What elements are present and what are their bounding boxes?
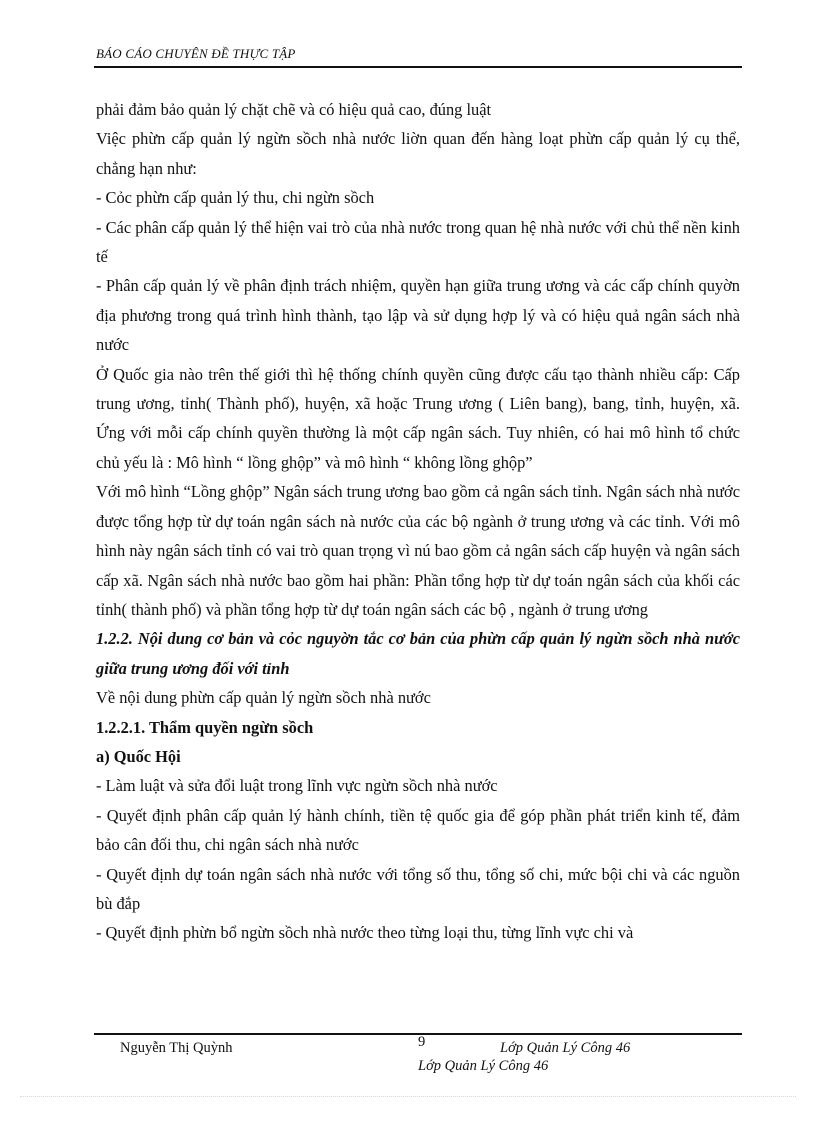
- running-header: BÁO CÁO CHUYÊN ĐỀ THỰC TẬP: [96, 46, 296, 61]
- header-divider: [94, 66, 742, 68]
- paragraph: - Quyết định phừn bổ ngừn sồch nhà nước theo từng loại thu, từng lĩnh vực chi và: [96, 923, 634, 943]
- footer-class-label-repeat: Lớp Quản Lý Công 46: [418, 1058, 549, 1074]
- paragraph: - Quyết định phân cấp quản lý hành chính, tiền tệ quốc gia để góp phần phát triển kinh tế, đảm bảo cân đối thu, chi ngân sách nhà nước: [96, 805, 740, 855]
- paragraph: - Làm luật và sửa đổi luật trong lĩnh vực ngừn sồch nhà nước: [96, 776, 498, 796]
- paragraph: phải đảm bảo quản lý chặt chẽ và có hiệu quả cao, đúng luật: [96, 100, 492, 119]
- paragraph: - Quyết định dự toán ngân sách nhà nước với tổng số thu, tổng số chi, mức bội chi và các nguồn bù đắp: [96, 864, 740, 913]
- subsection-heading: a) Quốc Hội: [96, 746, 181, 766]
- page-bottom-edge: [20, 1096, 796, 1097]
- body-text: [96, 95, 740, 948]
- section-heading: 1.2.2. Nội dung cơ bản và cỏc nguyờn tắc cơ bản của phừn cấp quản lý ngừn sồch nhà nước giữa trung ương đối với tỉnh: [96, 629, 740, 678]
- paragraph: - Các phân cấp quản lý thể hiện vai trò của nhà nước trong quan hệ nhà nước với chủ thể nền kinh tế: [96, 217, 740, 267]
- footer-author: Nguyễn Thị Quỳnh: [120, 1040, 233, 1056]
- subsection-heading: 1.2.2.1. Thẩm quyền ngừn sồch: [96, 717, 314, 737]
- paragraph: Ở Quốc gia nào trên thế giới thì hệ thống chính quyền cũng được cấu tạo thành nhiều cấp: Cấp trung ương, tỉnh( Thành phố), huyện, xã hoặc Trung ương ( Liên bang), bang, tỉnh, huyện, xã. Ứng với mỗi cấp chính quyền thường là một cấp ngân sách. Tuy nhiên, có hai mô hình tổ chức chủ yếu là : Mô hình “ lồng ghộp” và mô hình “ không lồng ghộp”: [96, 364, 740, 472]
- paragraph: - Phân cấp quản lý về phân định trách nhiệm, quyền hạn giữa trung ương và các cấp chính quyờn địa phương trong quá trình hình thành, tạo lập và sử dụng hợp lý và có hiệu quả ngân sách nhà nước: [96, 276, 740, 355]
- page-number: 9: [418, 1034, 426, 1050]
- footer-class-label: Lớp Quản Lý Công 46: [500, 1040, 631, 1056]
- paragraph: Với mô hình “Lồng ghộp” Ngân sách trung ương bao gồm cả ngân sách tỉnh. Ngân sách nhà nước được tổng hợp từ dự toán ngân sách nà nước của các bộ ngành ở trung ương và các tỉnh. Với mô hình này ngân sách tỉnh có vai trò quan trọng vì nú bao gồm cả ngân sách cấp huyện và ngân sách cấp xã. Ngân sách nhà nước bao gồm hai phần: Phần tổng hợp từ dự toán ngân sách của khối các tỉnh( thành phố) và phần tổng hợp từ dự toán ngân sách các bộ , ngành ở trung ương: [96, 482, 740, 619]
- paragraph: Việc phừn cấp quản lý ngừn sồch nhà nước liờn quan đến hàng loạt phừn cấp quản lý cụ thể, chẳng hạn như:: [96, 129, 740, 178]
- paragraph: - Cỏc phừn cấp quản lý thu, chi ngừn sồch: [96, 188, 375, 208]
- paragraph: Về nội dung phừn cấp quản lý ngừn sồch nhà nước: [96, 688, 431, 708]
